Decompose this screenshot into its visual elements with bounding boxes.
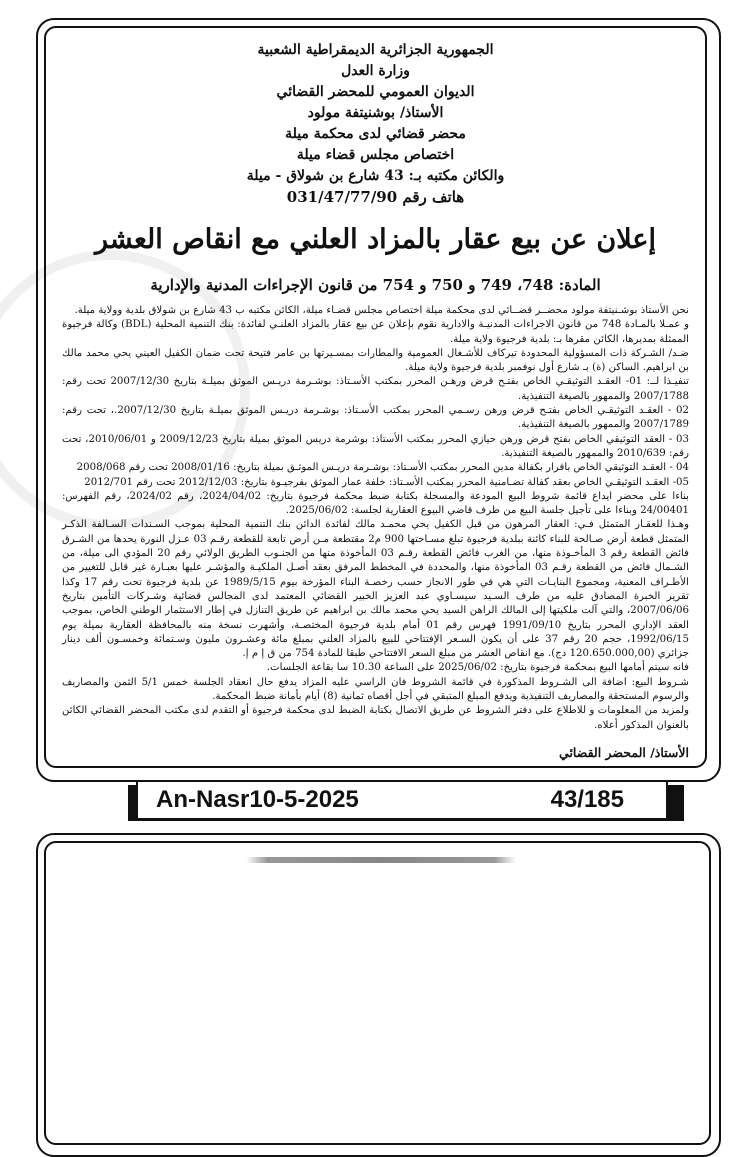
address-line: والكائن مكتبه بـ: 43 شارع بن شولاق - ميلة: [246, 168, 505, 184]
body-paragraph: وهـذا للعقـار المتمثل فـي: العقار المرهون من قبل الكفيل يحي محمـد مالك لفائدة الدائن بنك التنمية المحلية بموجب السـندات السـالفة الذكـر المتمثل قطعة أرض صـالحة للبناء كائنة ببلدية فرجيوة تبلغ مسـاحتها 900 م2 مقتطعة مـن أرض تابعة للقطعة رقـم 03 عـزل النورة يحدها من الشـرق فائض القطعة رقم 3 المأخـوذة منها، من الغرب فائض القطعة رقـم 03 المأخوذة منها من الجنـوب الطريق الولائي رقم 20 المؤدي الى ميلة، من الشـمال فائض من القطعة رقـم 03 المأخوذة منها، والمحددة في المخطط المرفق بعقد أصـل الملكيـة والمؤشـر عليها بعبـارة غير قابل للتغيير من الأطـراف المعنية، ومجموع البنايـات التي هي في طور الانجاز حسب رخصـة البناء المؤرخة بيوم 1989/5/15 عن بلدية فرجيوة تحت رقم 17 وكذا تقرير الخبرة المصادق عليه من طرف السـيد سيسـاوي عبد العزيز الخبير القضائي المعتمد لدى المجالس قضائية وشـركات التأمين بتاريخ 2007/06/06، والتي آلت ملكيتها إلى المالك الراهن السيد يحي محمد مالك بن ابراهيم عن طريق التنازل في إطار الاستثمار الوطني الخاص، بموجب العقد الإداري المحرر بتاريخ 1991/09/10 فهرس رقم 01 أمام بلدية فرجيوة المختصـة، وأشهرت نسخة منه بالمحافظة العقارية بميلة يوم 1992/06/15، حجم 20 رقم 37 على أن يكون السـعر الإفتتاحي للبيع بالمزاد العلني بمبلغ مائة وعشـرون مليون وسـتمائة وخمسـون ألف دينار جزائري (120.650.000,00 دج). مع انقاص العشر من مبلغ السعر الافتتاحي طبقا للمادة 754 من ق إ م إ.: [62, 519, 690, 660]
body-paragraph: 02 - العقـد التوثيقـي الخاص بفتـح قرض ورهن رسـمي المحرر بمكتب الأسـتاذ: بوشـرمة دريـس الموثق بميلـة بتاريخ 2007/12/30.، تحت رقم: 2007/1789 والممهور بالصيغة التنفيذية.: [62, 405, 689, 431]
body-paragraph: 05- العقـد التوثيقـي الخاص بعقد كفالة تضـامنية المحرر بمكتب الأسـتاذ: خلفة عمار الموثق بفرجيـوة بتاريخ: 2012/12/03 تحت رقم 2012/701: [84, 476, 689, 488]
republic-line: الجمهورية الجزائرية الديمقراطية الشعبية: [257, 42, 494, 58]
next-notice-panel: [44, 841, 711, 1145]
next-notice-cut-heading: [246, 851, 516, 865]
notice-panel: [44, 26, 707, 768]
publication-date: An-Nasr10-5-2025: [156, 786, 359, 813]
publication-footer: [136, 780, 668, 820]
body-paragraph: نحن الأستاذ بوشـنيتفة مولود محضــر قضــائي لدى محكمة ميلة اختصاص مجلس قضـاء ميلة، الكائن مكتبه ب 43 شارع بن شولاق بلدية وولاية ميلة.: [74, 305, 689, 316]
ministry-line: وزارة العدل: [341, 63, 410, 79]
publication-number: 43/185: [550, 786, 624, 813]
notice-title: إعلان عن بيع عقار بالمزاد العلني مع انقاص العشر: [95, 224, 656, 255]
court-line: محضر قضائي لدى محكمة ميلة: [285, 126, 466, 142]
signature-line: الأستاذ/ المحضر القضائي: [559, 744, 689, 760]
phone-line: هاتف رقم 031/47/77/90: [286, 188, 465, 206]
notice-body: [62, 304, 689, 733]
body-paragraph: ولمزيد من المعلومات و للاطلاع على دفتر الشروط عن طريق الاتصال بكتابة الضبط لدى محكمة فرجيوة أو التقدم لدى مكتب المحضر القضائي الكائن بالعنوان المذكور أعلاه.: [62, 705, 689, 731]
body-paragraph: 03 - العقد التوثيقي الخاص بفتح قرض ورهن حيازي المحرر بمكتب الأستاذ: بوشرمة دريس الموثق بميلة بتاريخ 2009/12/23 و 2010/06/01، تحت رقم: 2010/639 والممهور بالصيغة التنفيذية.: [62, 433, 689, 459]
body-paragraph: تنفيـذا لــ: 01- العقـد التوثيقـي الخاص بفتـح قرض ورهـن المحرر بمكتب الأسـتاذ: بوشـرمة دريـس الموثق بميلـة بتاريخ 2007/12/30 تحت رقم: 2007/1788 والممهور بالصيغة التنفيذية.: [62, 376, 689, 402]
body-paragraph: شـروط البيع: اضافة الى الشـروط المذكورة في قائمة الشروط فان الراسي عليه المزاد يدفع حال انعقاد الجلسة خمس 5/1 الثمن والمصاريف والرسوم المستحقة والمصاريف التنفيذية ويدفع المبلغ المتبقي في أجل أقصاه ثمانية (8) أيام بأمانة ضبط المحكمة.: [62, 676, 689, 703]
jurisdiction-line: اختصاص مجلس قضاء ميلة: [296, 147, 455, 163]
body-paragraph: ضـد/ الشـركة ذات المسؤولية المحدودة تيركاف للأشـغال العمومية والمطارات بمسـيرتها بن عامر فتيحة تحت ضمان الكفيل العيني يحي محمد مالك بن ابراهيم. الساكن (ة) بـ شارع أول نوفمبر بلدية فرجيوة ولاية ميلة.: [62, 347, 689, 374]
legal-articles: المادة: 748، 749 و 750 و 754 من قانون الإجراءات المدنية والإدارية: [150, 276, 601, 294]
body-paragraph: فانه سيتم أمامها البيع بمحكمة فرجيوة بتاريخ: 2025/06/02 على الساعة 10.30 سا بقاعة الجلسات.: [266, 662, 689, 674]
bailiff-line: الأستاذ/ بوشنيتفة مولود: [307, 105, 444, 121]
office-line: الديوان العمومي للمحضر القضائي: [276, 84, 475, 100]
body-paragraph: و عمـلا بالمـادة 748 من قانون الاجراءات المدنيـة والادارية نقوم بإعلان عن بيع عقار بالمزاد العلنـي لفائدة: بنك التنمية المحلية (BDL) وكالة فرجيوة الممثلة بمديرها، الكائن مقرها بـ: بلدية فرجيوة ولاية ميلة.: [62, 319, 689, 345]
notice-header: [62, 40, 689, 208]
body-paragraph: 04 - العقـد التوثيقي الخاص باقرار بكفالة مدين المحرر بمكتب الأسـتاذ: بوشـرمة دريـس الموثـق بميلة بتاريخ: 2008/01/16 تحت رقم 2008/068: [76, 462, 689, 474]
body-paragraph: بناءا على محضر ايداع قائمة شروط البيع المودعة والمسجلة بكتابة ضبط محكمة فرجيوة بتاريخ: 2024/04/02، رقم 2024/02، رقم الفهرس: 24/00401 وبناءا على تأجيل جلسة البيع من طرف قاضي البيوع العقارية لجلسة: 2025/06/02.: [62, 490, 690, 517]
